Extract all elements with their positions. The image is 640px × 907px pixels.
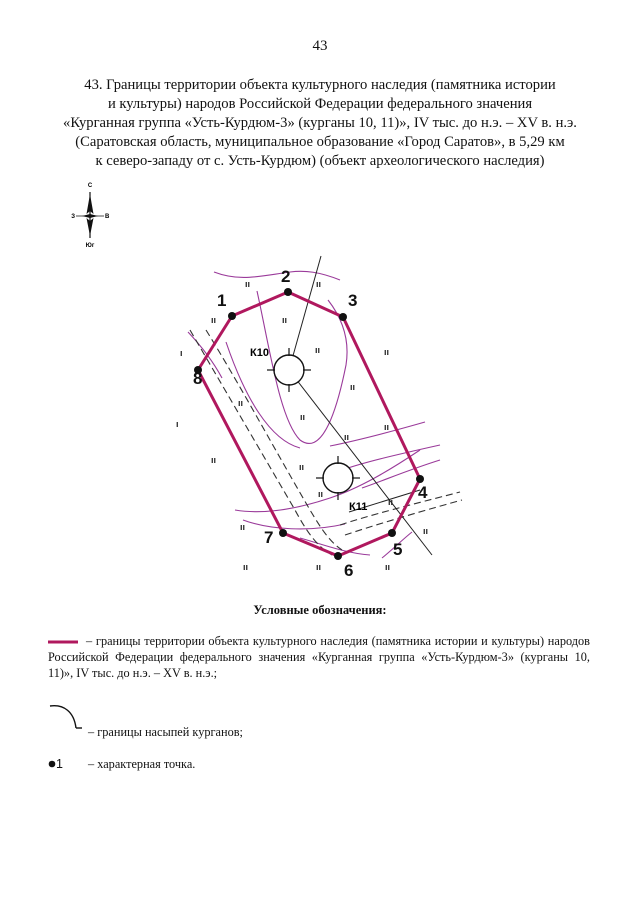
mound-k10-label: К10: [250, 347, 269, 359]
point-5: [388, 529, 396, 537]
grass-mark: ıı: [384, 347, 390, 357]
grass-mark: ıı: [388, 497, 394, 507]
grass-mark: ıı: [344, 432, 350, 442]
grass-mark-single: ı: [176, 419, 179, 429]
point-7: [279, 529, 287, 537]
legend-point-text: – характерная точка.: [88, 757, 196, 771]
grass-mark: ıı: [423, 526, 429, 536]
grass-mark: ıı: [240, 522, 246, 532]
grass-mark: ıı: [282, 315, 288, 325]
point-label-4: 4: [418, 483, 428, 502]
characteristic-points: [194, 288, 424, 560]
compass-west-label: З: [71, 214, 75, 220]
point-label-8: 8: [193, 369, 203, 388]
point-3: [339, 313, 347, 321]
grass-mark: ıı: [384, 422, 390, 432]
grass-mark: ıı: [299, 462, 305, 472]
point-4: [416, 475, 424, 483]
compass-north-label: С: [87, 183, 93, 189]
point-1: [228, 312, 236, 320]
mound-k11-label: К11: [349, 501, 368, 513]
title-line-2: и культуры) народов Российской Федерации федерального значения: [107, 96, 533, 112]
legend-mound-text: – границы насыпей курганов;: [88, 725, 243, 739]
compass-east-label: В: [105, 214, 110, 220]
title-line-3: «Курганная группа «Усть-Курдюм-3» (курганы 10, 11)», IV тыс. до н.э. – XV в. н.э.: [63, 115, 577, 131]
grass-mark: ıı: [211, 315, 217, 325]
legend-point-marker: [48, 756, 63, 772]
grass-mark-single: ı: [180, 348, 183, 358]
legend-boundary-text-rest: народов Российской Федерации федерального значения «Курганная группа «Усть-Курдюм-3» (курганы 10, 11)», IV тыс. до н.э. – XV в. н.э.;: [48, 634, 590, 680]
legend-boundary: [48, 633, 590, 681]
grass-mark: ıı: [316, 279, 322, 289]
grass-mark: ıı: [315, 345, 321, 355]
mound-k10: [267, 348, 311, 392]
road-dashed: [190, 330, 462, 555]
compass-south-label: Юг: [85, 243, 95, 249]
legend-boundary-text: [48, 633, 590, 681]
point-label-3: 3: [348, 291, 358, 310]
grass-mark: ıı: [300, 412, 306, 422]
point-6: [334, 552, 342, 560]
legend-point-label: 1: [56, 757, 63, 771]
point-label-7: 7: [264, 528, 274, 547]
point-label-2: 2: [281, 267, 291, 286]
page-number: 43: [312, 38, 328, 54]
legend-mound: [48, 700, 590, 740]
title-line-4: (Саратовская область, муниципальное образование «Город Саратов», в 5,29 км: [75, 134, 565, 150]
grass-mark: ıı: [238, 398, 244, 408]
grass-mark: ıı: [385, 562, 391, 572]
legend-boundary-text-first: – границы территории объекта культурного наследия (памятника истории и культуры): [86, 634, 545, 648]
grass-mark: ıı: [318, 489, 324, 499]
legend-boundary-swatch: [48, 633, 86, 649]
grass-mark: ıı: [316, 562, 322, 572]
grass-mark: ıı: [350, 382, 356, 392]
legend-heading: Условные обозначения:: [253, 603, 387, 617]
grass-mark: ıı: [245, 279, 251, 289]
point-label-1: 1: [217, 291, 227, 310]
grass-mark: ıı: [211, 455, 217, 465]
mound-boundary-arc-icon: [48, 700, 84, 736]
point-label-6: 6: [344, 561, 354, 580]
point-2: [284, 288, 292, 296]
grass-mark: ıı: [243, 562, 249, 572]
point-label-5: 5: [393, 540, 403, 559]
title-line-5: к северо-западу от с. Усть-Курдюм) (объект археологического наследия): [95, 153, 545, 169]
title-line-1: 43. Границы территории объекта культурного наследия (памятника истории: [84, 77, 556, 93]
